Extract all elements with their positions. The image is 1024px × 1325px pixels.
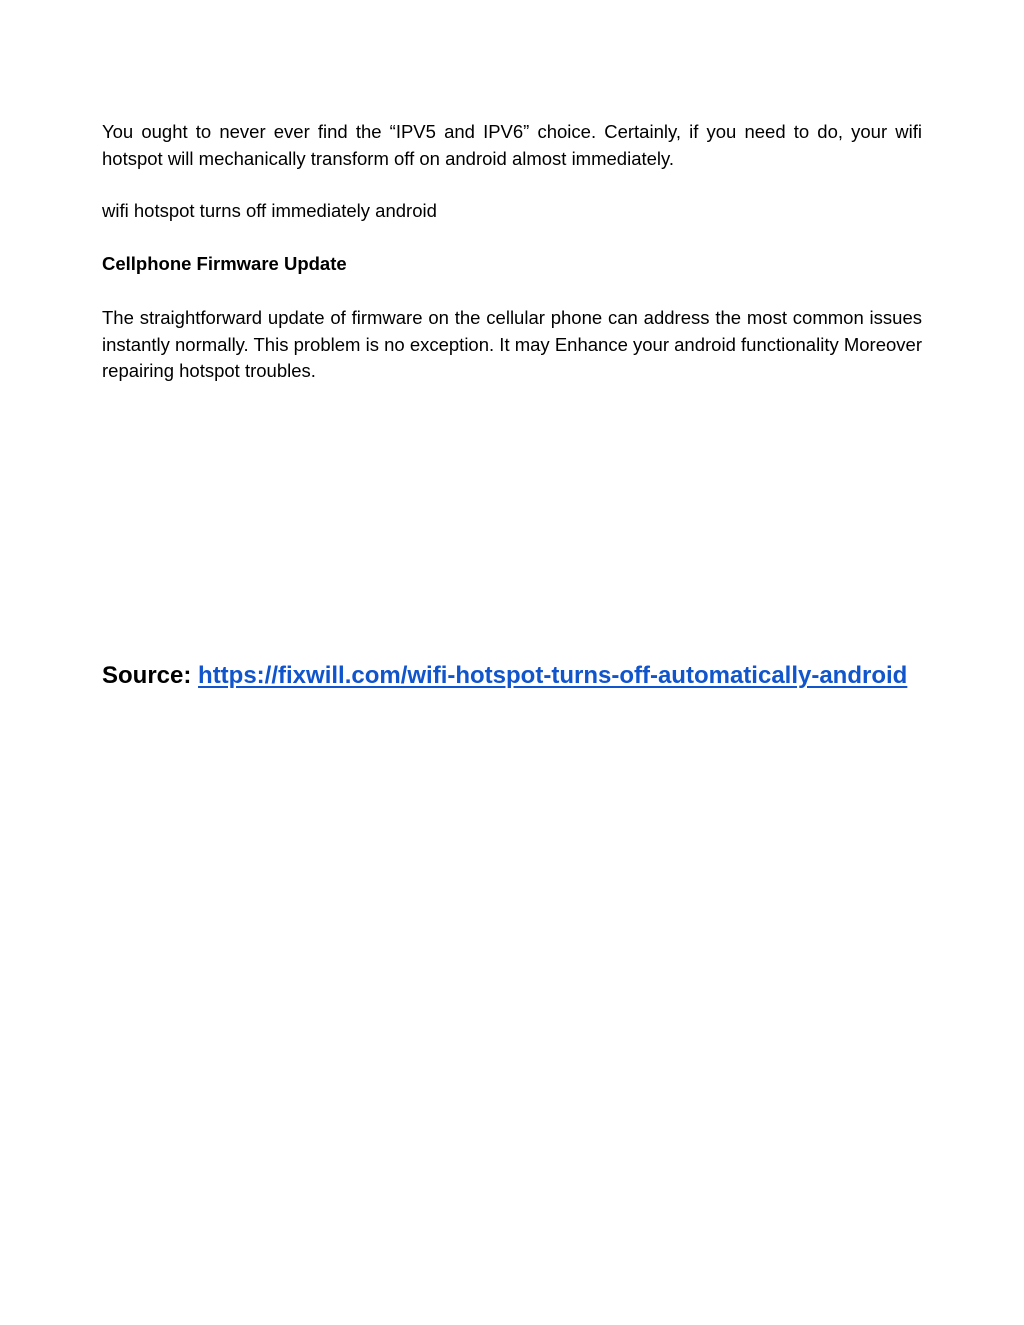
body-paragraph-ipv-choice: You ought to never ever find the “IPV5 and IPV6” choice. Certainly, if you need to do, your wifi hotspot will mechanically transform off on android almost immediately. [102, 121, 922, 169]
body-paragraph-firmware: The straightforward update of firmware on the cellular phone can address the most common issues instantly normally. This problem is no exception. It may Enhance your android functionality Moreover repairing hotspot troubles. [102, 307, 922, 381]
source-label: Source: [102, 662, 192, 689]
source-link[interactable]: https://fixwill.com/wifi-hotspot-turns-off-automatically-android [198, 662, 908, 689]
section-heading-firmware-update: Cellphone Firmware Update [102, 253, 347, 274]
source-line [102, 660, 922, 692]
body-paragraph-keyword: wifi hotspot turns off immediately android [102, 200, 437, 221]
